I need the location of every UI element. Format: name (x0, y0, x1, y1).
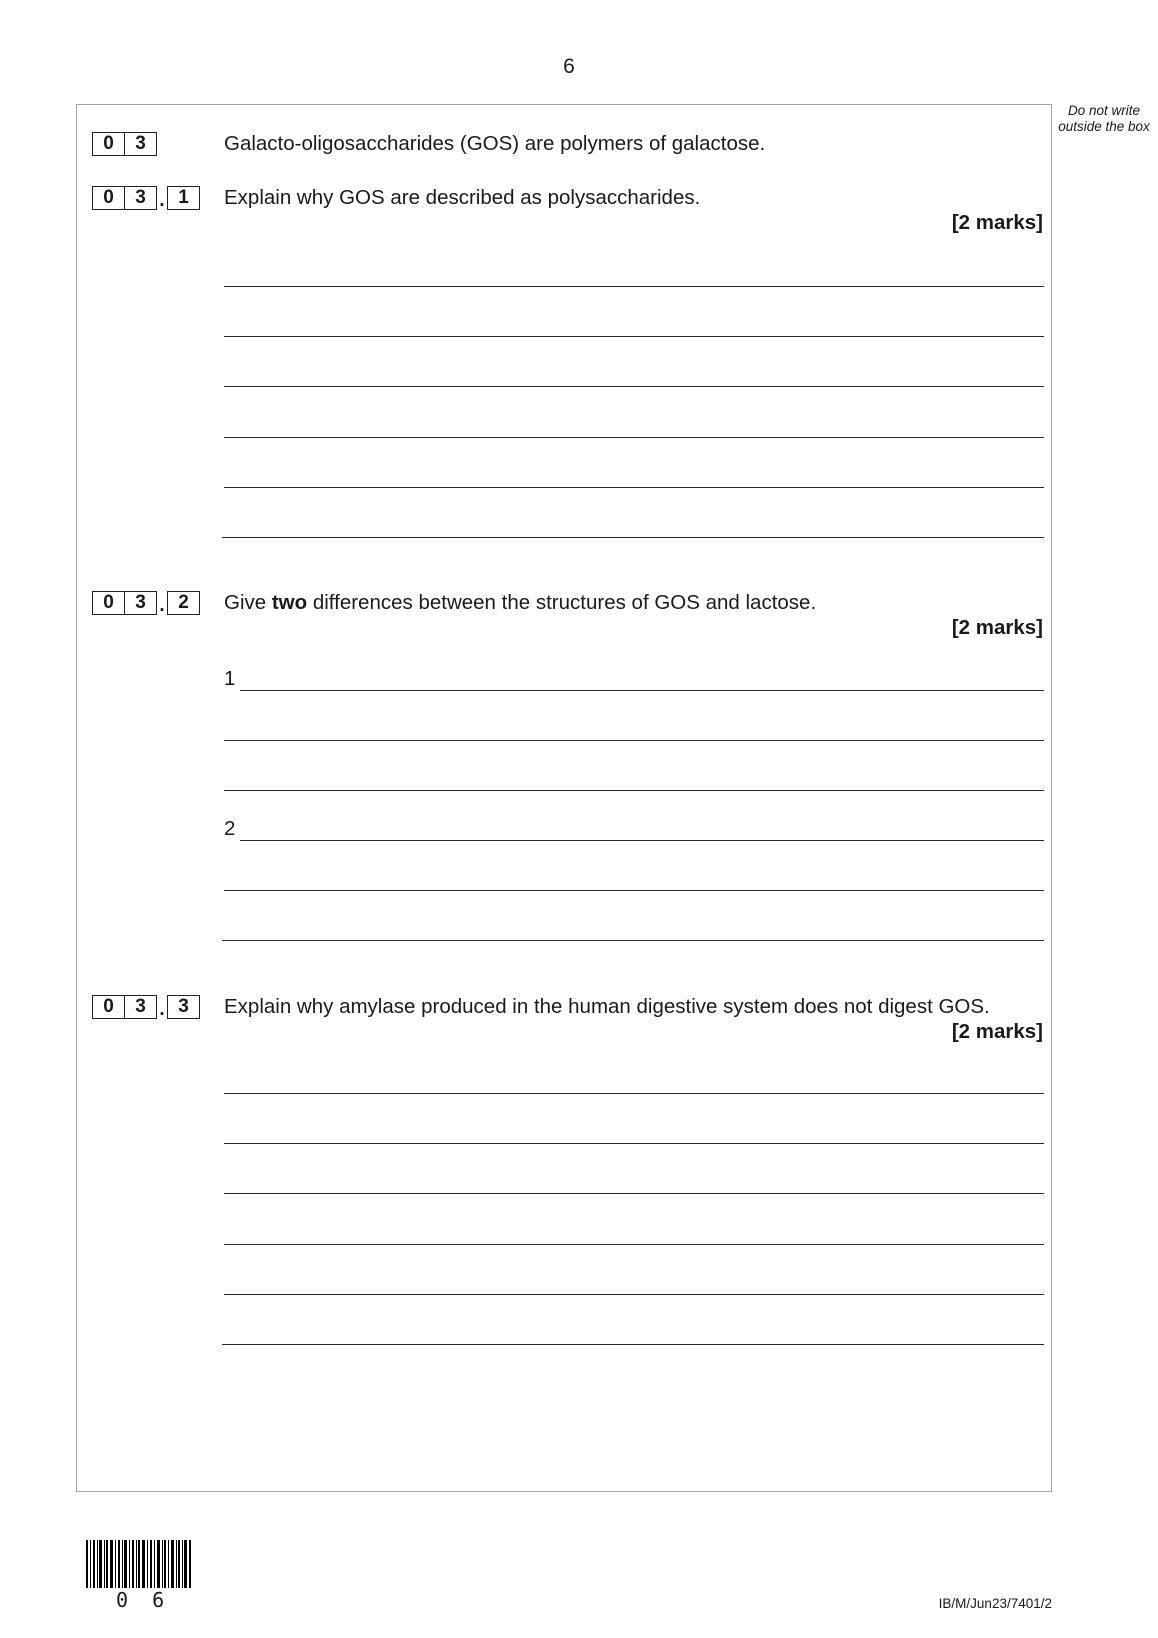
question-number-03-3 (92, 993, 200, 1019)
answer-line[interactable] (224, 1143, 1044, 1144)
footer-reference: IB/M/Jun23/7401/2 (938, 1596, 1052, 1611)
page-number: 6 (563, 55, 575, 78)
answer-number-label: 2 (224, 817, 236, 840)
question-number-03-2 (92, 589, 200, 615)
question-03-3-marks: [2 marks] (951, 1020, 1043, 1043)
question-03-2-marks: [2 marks] (951, 616, 1043, 639)
question-03-1-marks: [2 marks] (951, 211, 1043, 234)
question-dot: . (159, 999, 165, 1020)
answer-line[interactable] (224, 487, 1044, 488)
question-number-03 (92, 130, 157, 156)
answer-line[interactable] (224, 790, 1044, 791)
barcode (86, 1540, 192, 1588)
answer-line[interactable] (224, 1244, 1044, 1245)
question-digit: 0 (103, 592, 114, 613)
question-digit: 3 (124, 187, 156, 209)
answer-line[interactable] (222, 537, 1044, 538)
answer-line[interactable] (224, 437, 1044, 438)
answer-line[interactable] (222, 1344, 1044, 1345)
question-number-03-1 (92, 184, 200, 210)
question-digit: 0 (103, 187, 114, 208)
subquestion-box (167, 591, 200, 615)
question-text-part: Give (224, 591, 272, 614)
subquestion-box (167, 995, 200, 1019)
barcode-text: 0 6 (116, 1588, 171, 1612)
answer-line[interactable] (224, 286, 1044, 287)
question-03-2-text (224, 591, 816, 615)
answer-line[interactable] (224, 336, 1044, 337)
question-digit: 0 (103, 133, 114, 154)
question-dot: . (159, 595, 165, 616)
question-digit: 3 (124, 592, 156, 614)
question-digit: 3 (124, 133, 156, 155)
question-number-box (92, 186, 157, 210)
question-dot: . (159, 190, 165, 211)
question-number-box (92, 995, 157, 1019)
answer-line[interactable] (224, 740, 1044, 741)
margin-note: Do not write outside the box (1058, 103, 1150, 134)
subquestion-digit: 3 (178, 996, 189, 1017)
answer-line[interactable] (240, 840, 1044, 841)
answer-frame (76, 104, 1052, 1492)
answer-number-label: 1 (224, 667, 236, 690)
answer-line[interactable] (224, 1294, 1044, 1295)
answer-line[interactable] (240, 690, 1044, 691)
question-digit: 0 (103, 996, 114, 1017)
subquestion-digit: 1 (178, 187, 189, 208)
answer-line[interactable] (224, 1093, 1044, 1094)
question-number-box (92, 132, 157, 156)
answer-line[interactable] (224, 386, 1044, 387)
question-03-stem: Galacto-oligosaccharides (GOS) are polymers of galactose. (224, 132, 766, 155)
question-digit: 3 (124, 996, 156, 1018)
answer-line[interactable] (224, 1193, 1044, 1194)
subquestion-digit: 2 (178, 592, 189, 613)
answer-line[interactable] (222, 940, 1044, 941)
question-text-emphasis: two (271, 591, 308, 614)
question-03-3-text: Explain why amylase produced in the human digestive system does not digest GOS. (224, 995, 990, 1018)
subquestion-box (167, 186, 200, 210)
answer-line[interactable] (224, 890, 1044, 891)
question-03-1-text: Explain why GOS are described as polysaccharides. (224, 186, 701, 209)
question-text-part: differences between the structures of GOS and lactose. (307, 591, 817, 614)
question-number-box (92, 591, 157, 615)
